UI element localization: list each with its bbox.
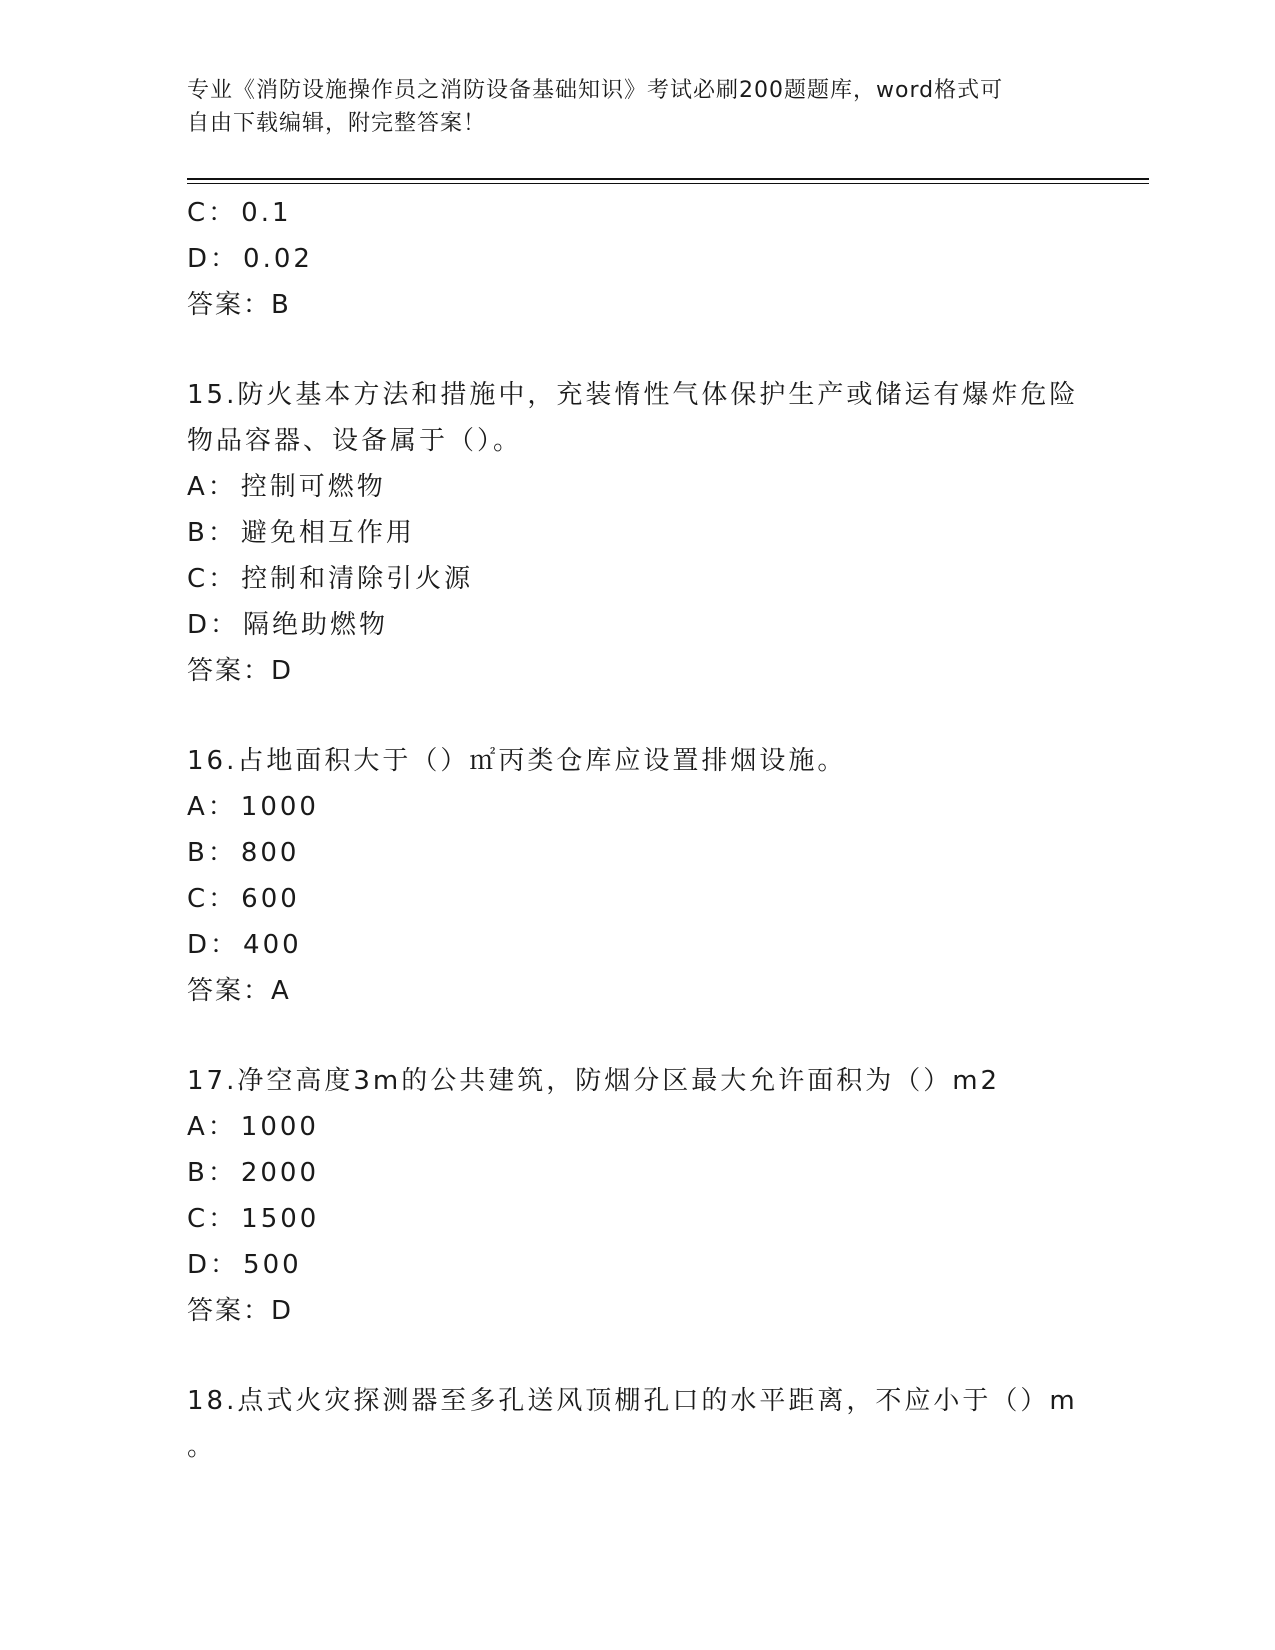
option-text: 500 <box>243 1250 302 1280</box>
option-label: B： <box>187 1158 237 1188</box>
option-label: B： <box>187 518 237 548</box>
option-text: 避免相互作用 <box>240 518 415 548</box>
question-text: 15.防火基本方法和措施中，充装惰性气体保护生产或储运有爆炸危险 <box>187 380 1079 410</box>
option-text: 控制和清除引火源 <box>241 564 474 594</box>
header-divider-thin <box>187 183 1149 184</box>
option-a <box>187 1104 1087 1150</box>
answer-line: 答案：D <box>187 1296 294 1326</box>
option-d <box>187 922 1087 968</box>
option-d <box>187 236 1087 282</box>
header-title-line1: 专业《消防设施操作员之消防设备基础知识》考试必刷200题题库，word格式可 <box>187 78 1004 103</box>
option-c <box>187 190 1087 236</box>
option-text: 2000 <box>240 1158 320 1188</box>
option-text: 控制可燃物 <box>240 472 386 502</box>
option-label: B： <box>187 838 237 868</box>
answer-line: 答案：A <box>187 976 291 1006</box>
question-17 <box>187 1058 1087 1334</box>
option-label: D： <box>187 930 240 960</box>
option-text: 隔绝助燃物 <box>243 610 389 640</box>
option-label: A： <box>187 472 237 502</box>
option-c <box>187 556 1087 602</box>
question-text: 18.点式火灾探测器至多孔送风顶棚孔口的水平距离，不应小于（）m <box>187 1386 1078 1416</box>
question-16 <box>187 738 1087 1014</box>
option-b <box>187 830 1087 876</box>
option-label: A： <box>187 1112 237 1142</box>
option-text: 1000 <box>240 1112 319 1142</box>
option-label: D： <box>187 610 240 640</box>
option-a <box>187 464 1087 510</box>
question-15 <box>187 372 1087 694</box>
option-b <box>187 510 1087 556</box>
option-text: 600 <box>241 884 300 914</box>
option-c <box>187 1196 1087 1242</box>
answer-line: 答案：B <box>187 290 291 320</box>
option-label: C： <box>187 564 238 594</box>
question-text-continued: 物品容器、设备属于（）。 <box>187 426 523 456</box>
question-text: 17.净空高度3m的公共建筑，防烟分区最大允许面积为（）m2 <box>187 1066 1001 1096</box>
answer-line: 答案：D <box>187 656 294 686</box>
option-c <box>187 876 1087 922</box>
option-d <box>187 602 1087 648</box>
option-text: 800 <box>240 838 300 868</box>
question-text: 16.占地面积大于（）㎡丙类仓库应设置排烟设施。 <box>187 746 847 776</box>
document-header <box>187 74 1067 140</box>
option-a <box>187 784 1087 830</box>
option-text: 400 <box>243 930 302 960</box>
option-text: 1500 <box>241 1204 320 1234</box>
option-label: D： <box>187 244 240 274</box>
question-text-continued: 。 <box>187 1432 217 1462</box>
option-b <box>187 1150 1087 1196</box>
partial-question <box>187 190 1087 328</box>
option-d <box>187 1242 1087 1288</box>
question-18 <box>187 1378 1087 1470</box>
option-label: C： <box>187 1204 238 1234</box>
document-body <box>187 190 1087 1470</box>
option-label: A： <box>187 792 237 822</box>
option-text: 0.1 <box>241 198 292 228</box>
option-label: C： <box>187 198 238 228</box>
option-label: D： <box>187 1250 240 1280</box>
option-text: 0.02 <box>243 244 313 274</box>
option-label: C： <box>187 884 238 914</box>
header-divider-thick <box>187 178 1149 180</box>
header-title-line2: 自由下载编辑，附完整答案！ <box>187 111 487 136</box>
option-text: 1000 <box>240 792 319 822</box>
